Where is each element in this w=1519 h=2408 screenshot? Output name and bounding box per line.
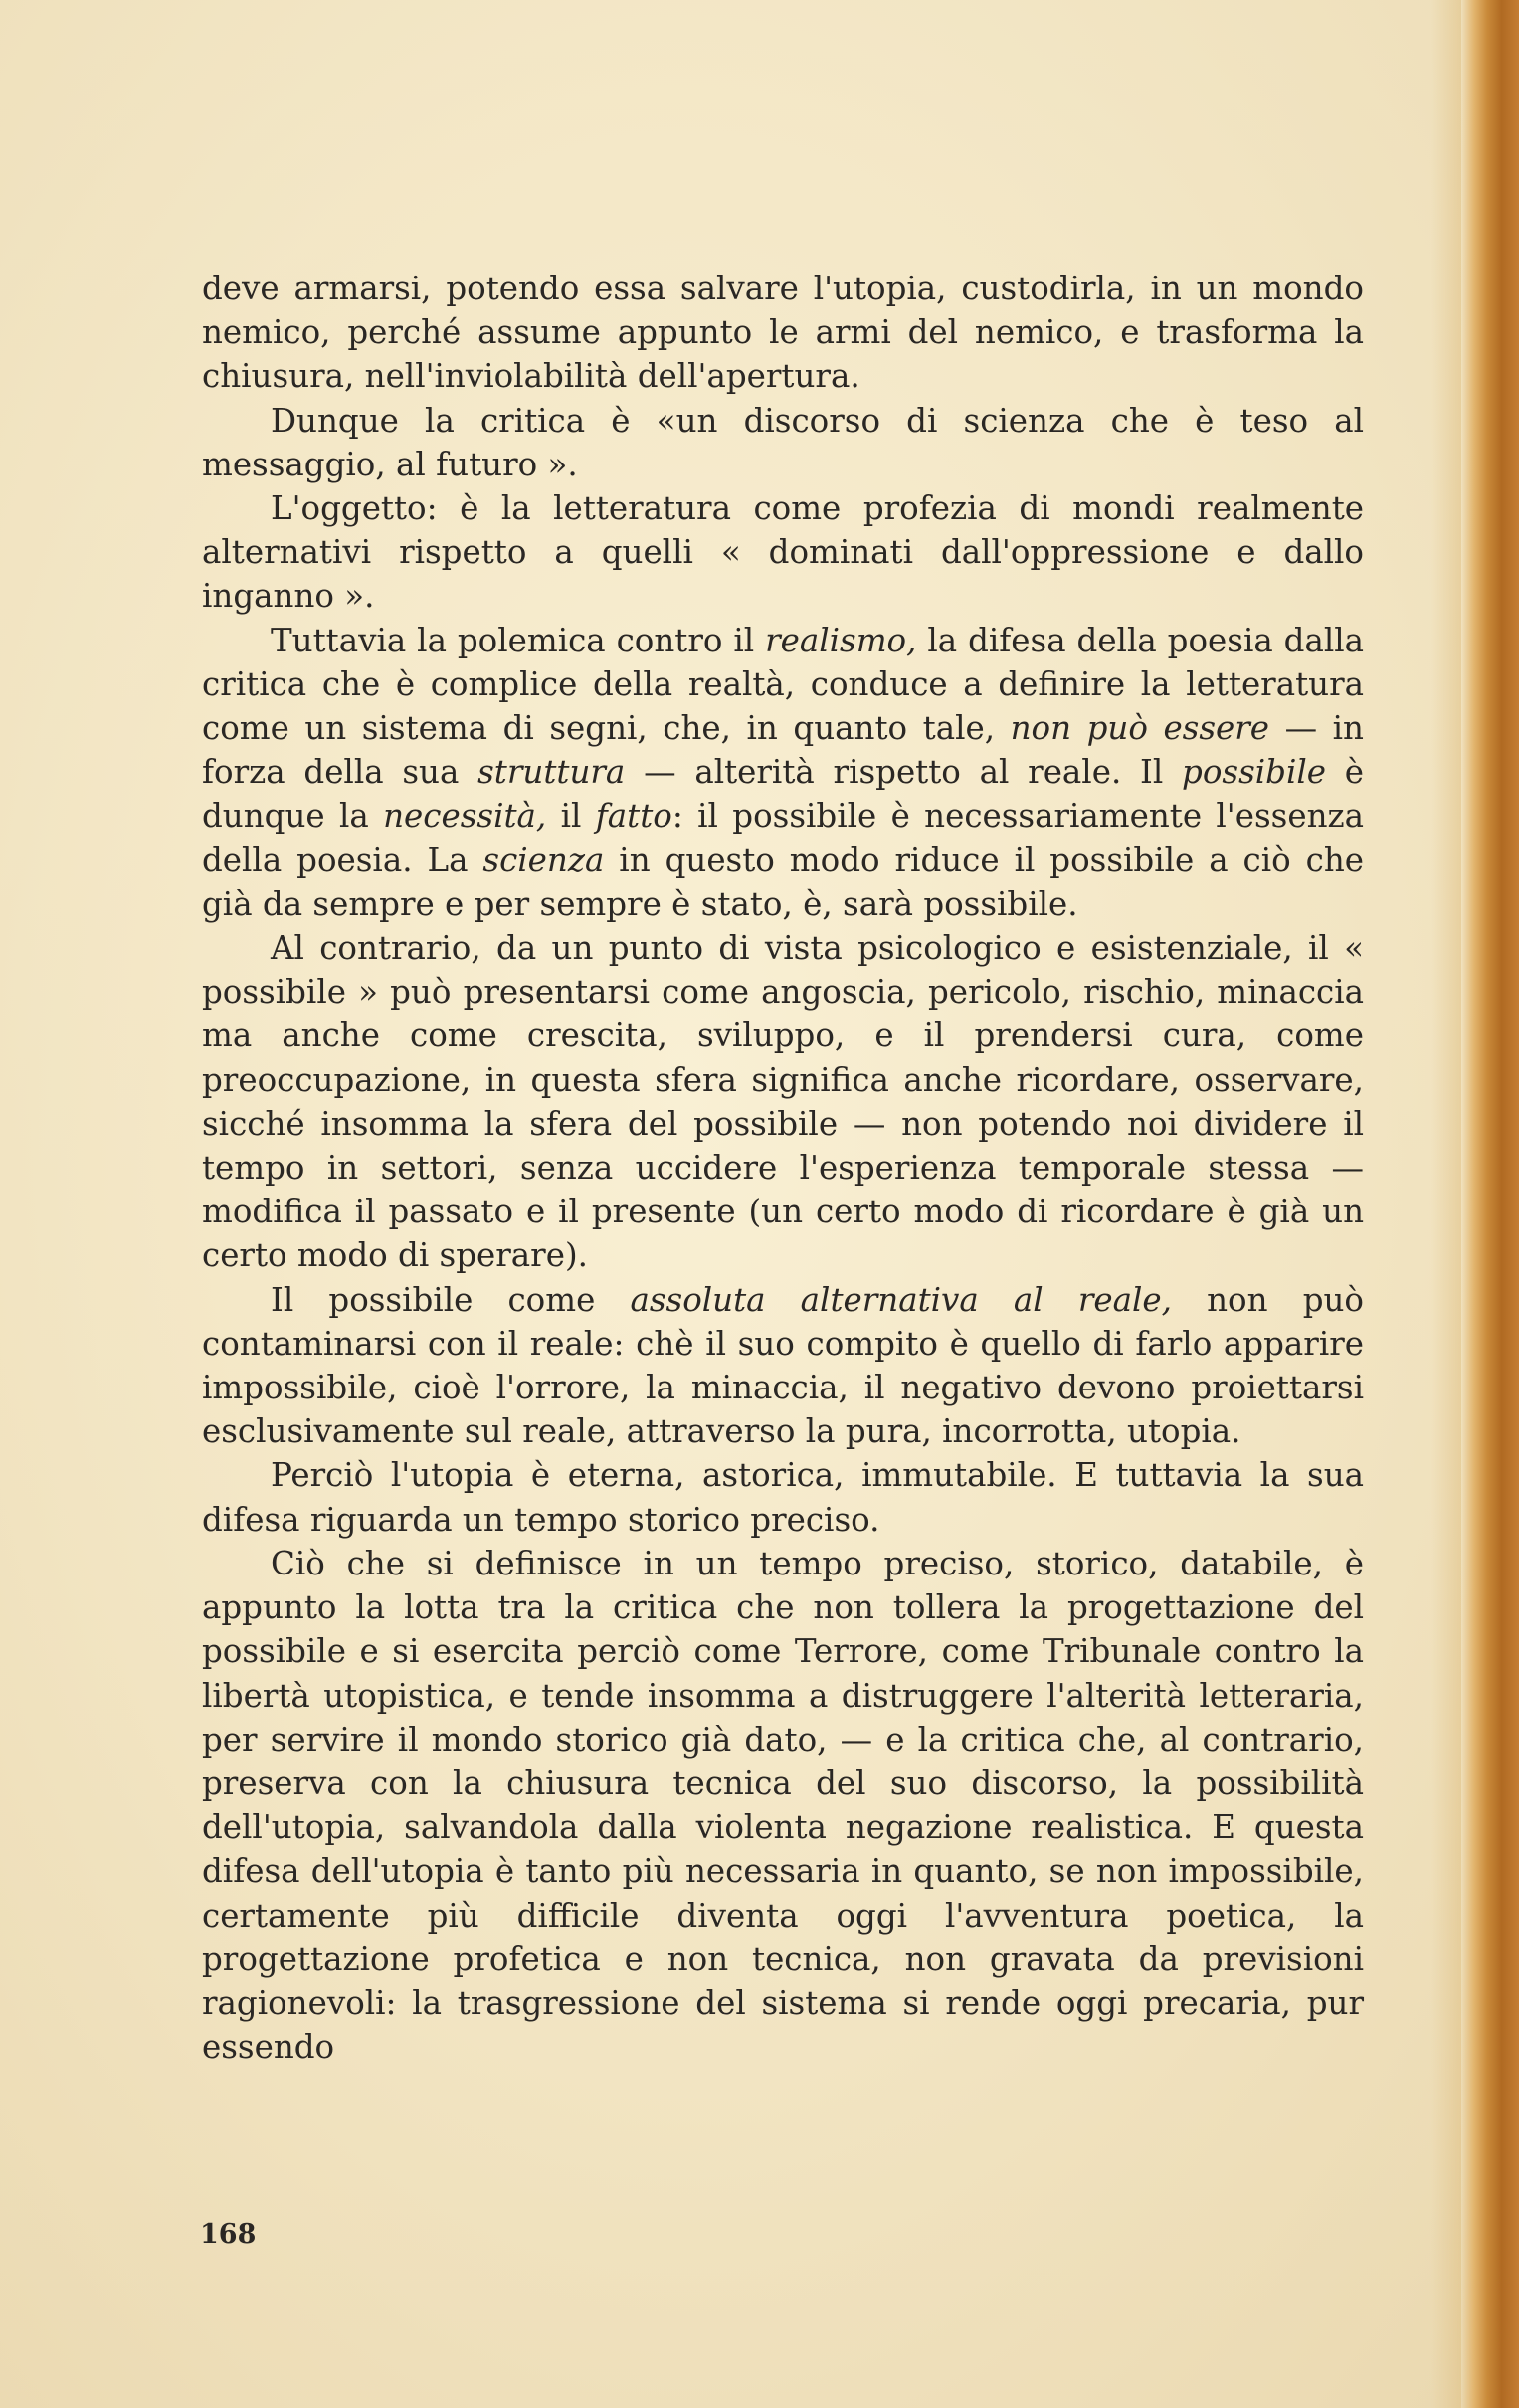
paragraph bbox=[202, 1542, 1364, 2069]
italic-text: assoluta alternativa al reale, bbox=[630, 1280, 1172, 1319]
paragraph bbox=[202, 926, 1364, 1278]
italic-text: non può essere bbox=[1010, 709, 1270, 748]
italic-text: scienza bbox=[482, 840, 605, 879]
text-run: L'oggetto: è la letteratura come profezia di mondi realmente alternativi rispetto a quelli « dominati dall'oppressione e dallo inganno ». bbox=[202, 489, 1364, 616]
text-run: Il possibile come bbox=[271, 1280, 631, 1319]
body-text bbox=[202, 267, 1364, 2069]
paragraph bbox=[202, 619, 1364, 926]
page-edge-shadow bbox=[1431, 0, 1461, 2408]
text-run: : il possibile è necessariamente l'essenza della poesia. La bbox=[202, 797, 1364, 879]
text-run: Al contrario, da un punto di vista psicologico e esistenziale, il « possibile » può presentarsi come angoscia, pericolo, rischio, minaccia ma anche come crescita, sviluppo, e il prendersi cura, come preoccupazione, in questa sfera significa anche ricordare, osservare, sicché insomma la sfera del possibile — non potendo noi dividere il tempo in settori, senza uccidere l'esperienza temporale stessa — modifica il passato e il presente (un certo modo di ricordare è già un certo modo di sperare). bbox=[202, 929, 1364, 1275]
italic-text: realismo, bbox=[765, 621, 917, 659]
paragraph bbox=[202, 1453, 1364, 1541]
paragraph bbox=[202, 486, 1364, 619]
text-run: il bbox=[546, 797, 596, 835]
text-run: Tuttavia la polemica contro il bbox=[271, 621, 766, 659]
text-run: non può contaminarsi con il reale: chè il suo compito è quello di farlo apparire impossibile, cioè l'orrore, la minaccia, il negativo devono proiettarsi esclusivamente sul reale, attraverso la pura, incorrotta, utopia. bbox=[202, 1280, 1365, 1451]
italic-text: fatto bbox=[595, 797, 672, 835]
text-run: in questo modo riduce il possibile a ciò che già da sempre e per sempre è stato, è, sarà possibile. bbox=[202, 840, 1365, 923]
paragraph bbox=[202, 1278, 1364, 1454]
text-run: è dunque la bbox=[202, 753, 1365, 835]
italic-text: struttura bbox=[477, 753, 626, 792]
text-run: Perciò l'utopia è eterna, astorica, immutabile. E tuttavia la sua difesa riguarda un tempo storico preciso. bbox=[202, 1456, 1364, 1539]
text-run: Dunque la critica è «un discorso di scienza che è teso al messaggio, al futuro ». bbox=[202, 401, 1364, 483]
italic-text: necessità, bbox=[383, 797, 547, 835]
text-run: Ciò che si definisce in un tempo preciso, storico, databile, è appunto la lotta tra la critica che non tollera la progettazione del possibile e si esercita perciò come Terrore, come Tribunale contro la libertà utopistica, e tende insomma a distruggere l'alterità letteraria, per servire il mondo storico già dato, — e la critica che, al contrario, preserva con la chiusura tecnica del suo discorso, la possibilità dell'utopia, salvandola dalla violenta negazione realistica. E questa difesa dell'utopia è tanto più necessaria in quanto, se non impossibile, certamente più difficile diventa oggi l'avventura poetica, la progettazione profetica e non tecnica, non gravata da previsioni ragionevoli: la trasgressione del sistema si rende oggi precaria, pur essendo bbox=[202, 1544, 1364, 2067]
page-edge bbox=[1461, 0, 1519, 2408]
text-run: la difesa della poesia dalla critica che è complice della realtà, conduce a definire la letteratura come un sistema di segni, che, in quanto tale, bbox=[202, 621, 1364, 748]
italic-text: possibile bbox=[1182, 753, 1326, 792]
text-run: — in forza della sua bbox=[202, 709, 1364, 792]
text-run: deve armarsi, potendo essa salvare l'utopia, custodirla, in un mondo nemico, perché assume appunto le armi del nemico, e trasforma la chiusura, nell'inviolabilità dell'apertura. bbox=[202, 270, 1364, 396]
text-run: — alterità rispetto al reale. Il bbox=[625, 753, 1183, 792]
paragraph bbox=[202, 399, 1364, 486]
page-number: 168 bbox=[200, 2219, 257, 2250]
paragraph bbox=[202, 267, 1364, 399]
